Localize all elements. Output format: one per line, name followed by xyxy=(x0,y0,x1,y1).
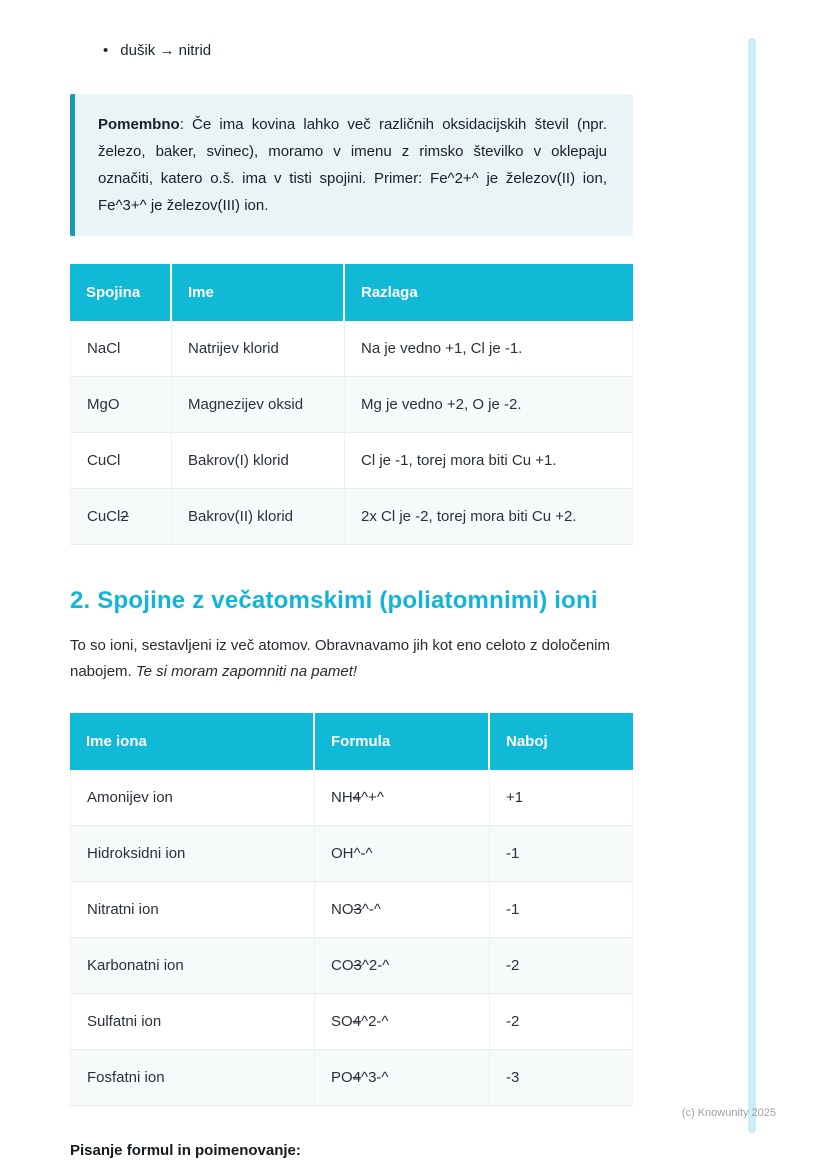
page-edge-bar xyxy=(748,38,756,1133)
header-ime: Ime xyxy=(172,264,345,321)
formula-strike: 4 xyxy=(352,1069,362,1086)
compound-cell xyxy=(70,433,172,489)
ions-table xyxy=(70,713,633,1106)
callout-label: Pomembno xyxy=(98,116,180,133)
table-row xyxy=(70,489,633,545)
paragraph-italic-text: Te si moram zapomniti na pamet! xyxy=(135,663,358,680)
compound-cell xyxy=(70,377,172,433)
table-row xyxy=(70,994,633,1050)
section-heading: 2. Spojine z večatomskimi (poliatomnimi) ioni xyxy=(70,587,598,614)
ion-name-cell: Sulfatni ion xyxy=(70,994,315,1050)
formula-suffix: ^-^ xyxy=(353,845,373,862)
explanation-cell: 2x Cl je -2, torej mora biti Cu +2. xyxy=(345,489,633,545)
important-callout xyxy=(70,94,633,236)
formula-cell xyxy=(315,770,490,826)
compounds-table-body xyxy=(70,321,633,545)
name-cell: Bakrov(I) klorid xyxy=(172,433,345,489)
table-row xyxy=(70,321,633,377)
compound-text: CuCl xyxy=(87,452,121,469)
explanation-cell: Na je vedno +1, Cl je -1. xyxy=(345,321,633,377)
section-paragraph xyxy=(70,633,633,685)
formula-text: NO xyxy=(331,901,354,918)
list-item xyxy=(103,42,633,60)
ion-name-cell: Hidroksidni ion xyxy=(70,826,315,882)
compound-cell xyxy=(70,321,172,377)
charge-cell: +1 xyxy=(490,770,633,826)
explanation-cell: Cl je -1, torej mora biti Cu +1. xyxy=(345,433,633,489)
formula-cell xyxy=(315,994,490,1050)
formula-text: OH xyxy=(331,845,354,862)
ion-name-cell: Karbonatni ion xyxy=(70,938,315,994)
formula-suffix: ^3-^ xyxy=(361,1069,389,1086)
ion-name-cell: Amonijev ion xyxy=(70,770,315,826)
name-cell: Bakrov(II) klorid xyxy=(172,489,345,545)
formula-suffix: ^-^ xyxy=(361,901,381,918)
formula-cell xyxy=(315,826,490,882)
table-row xyxy=(70,433,633,489)
charge-cell: -2 xyxy=(490,994,633,1050)
formula-strike: 3 xyxy=(353,957,362,974)
formula-text: NH xyxy=(331,789,353,806)
charge-cell: -3 xyxy=(490,1050,633,1106)
document-content xyxy=(70,0,633,1159)
header-spojina: Spojina xyxy=(70,264,172,321)
table-row xyxy=(70,826,633,882)
explanation-cell: Mg je vedno +2, O je -2. xyxy=(345,377,633,433)
formula-strike: 3 xyxy=(353,901,362,918)
header-row xyxy=(70,264,633,321)
callout-text: : Če ima kovina lahko več različnih oksidacijskih števil (npr. železo, baker, svinec), moramo v imenu z rimsko številko v oklepaju označiti, katero o.š. ima v tisti spojini. Primer: Fe^2+^ je železov(II) ion, Fe^3+^ je železov(III) ion. xyxy=(98,116,607,214)
table-row xyxy=(70,770,633,826)
charge-cell: -2 xyxy=(490,938,633,994)
formula-suffix: ^2-^ xyxy=(361,957,390,974)
charge-cell: -1 xyxy=(490,882,633,938)
formula-strike: 4 xyxy=(352,1013,362,1030)
name-cell: Magnezijev oksid xyxy=(172,377,345,433)
header-ime-iona: Ime iona xyxy=(70,713,315,770)
header-formula: Formula xyxy=(315,713,490,770)
compound-strike: 2 xyxy=(120,508,129,525)
bullet-icon: • xyxy=(103,42,109,59)
footer-note: Pisanje formul in poimenovanje: xyxy=(70,1142,301,1159)
table-row xyxy=(70,1050,633,1106)
compound-text: CuCl xyxy=(87,508,121,525)
copyright-text: (c) Knowunity 2025 xyxy=(681,1107,776,1119)
compound-cell xyxy=(70,489,172,545)
header-razlaga: Razlaga xyxy=(345,264,633,321)
formula-text: PO xyxy=(331,1069,353,1086)
formula-cell xyxy=(315,1050,490,1106)
ions-table-body xyxy=(70,770,633,1106)
header-row xyxy=(70,713,633,770)
compound-text: NaCl xyxy=(87,340,121,357)
compound-text: MgO xyxy=(87,396,120,413)
formula-strike: 4 xyxy=(352,789,362,806)
compounds-table xyxy=(70,264,633,545)
formula-text: CO xyxy=(331,957,354,974)
table-row xyxy=(70,377,633,433)
list-item-text: dušik → nitrid xyxy=(120,42,212,59)
formula-suffix: ^2-^ xyxy=(361,1013,389,1030)
name-cell: Natrijev klorid xyxy=(172,321,345,377)
formula-suffix: ^+^ xyxy=(361,789,384,806)
table-row xyxy=(70,882,633,938)
formula-cell xyxy=(315,938,490,994)
ion-name-cell: Fosfatni ion xyxy=(70,1050,315,1106)
paragraph-text: To so ioni, sestavljeni iz več atomov. Obravnavamo jih kot eno celoto z določenim nabojem. xyxy=(70,637,610,680)
table-row xyxy=(70,938,633,994)
ions-table-header xyxy=(70,713,633,770)
charge-cell: -1 xyxy=(490,826,633,882)
formula-cell xyxy=(315,882,490,938)
formula-text: SO xyxy=(331,1013,353,1030)
compounds-table-header xyxy=(70,264,633,321)
ion-name-cell: Nitratni ion xyxy=(70,882,315,938)
header-naboj: Naboj xyxy=(490,713,633,770)
